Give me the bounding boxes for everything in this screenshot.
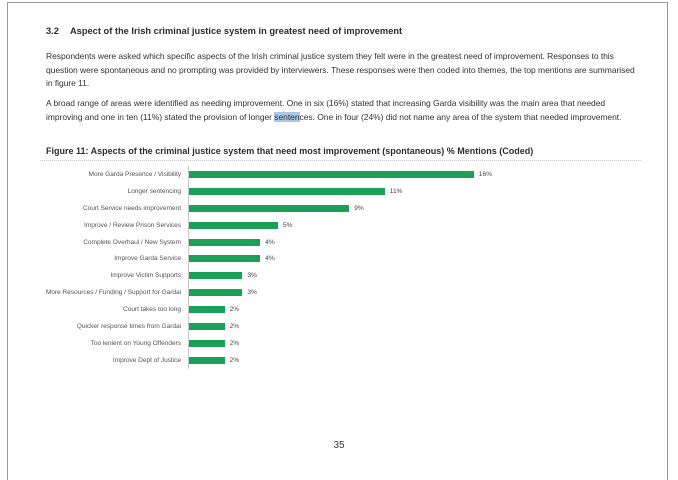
bar-value-label: 5%	[283, 221, 293, 229]
bar	[189, 357, 225, 364]
bar	[189, 340, 225, 347]
bar-category-label: Improve Dept of Justice	[112, 356, 181, 364]
section-number: 3.2	[46, 26, 59, 36]
bar-category-label: Court takes too long	[122, 306, 181, 314]
chart-row	[40, 335, 641, 352]
bar-value-label: 16%	[478, 170, 492, 178]
chart-rows	[40, 166, 641, 369]
chart-row	[40, 166, 641, 183]
bar-category-label: More Garda Presence / Visibility	[88, 170, 181, 178]
bar	[189, 289, 242, 296]
chart-row	[40, 217, 641, 234]
chart-row	[40, 234, 641, 251]
bar-area	[188, 200, 641, 217]
bar-value-label: 3%	[247, 289, 257, 297]
chart-row	[40, 352, 641, 369]
section-title: Aspect of the Irish criminal justice system in greatest need of improvement	[69, 26, 403, 36]
bar-area	[188, 250, 641, 267]
bar	[189, 323, 225, 330]
bar-category-label: Complete Overhaul / New System	[83, 238, 181, 246]
bar-value-label: 9%	[354, 204, 364, 212]
bar-area	[188, 217, 641, 234]
bar-area	[188, 234, 641, 251]
bar-value-label: 4%	[265, 255, 275, 263]
bar-area	[188, 183, 641, 200]
bar-area	[188, 301, 641, 318]
bar-value-label: 4%	[265, 238, 275, 246]
bar	[189, 239, 260, 246]
bar	[189, 171, 474, 178]
bar-area	[188, 166, 641, 183]
bar-value-label: 3%	[247, 272, 257, 280]
bar-area	[188, 352, 641, 369]
paragraph-2-text-before: A broad range of areas were identified as needing improvement. One in six (16%) stated that increasing Garda visibility was the main area that needed improving and one in ten (11%) stated the provision of longer	[46, 98, 606, 122]
chart-row	[40, 250, 641, 267]
bar-value-label: 11%	[389, 187, 403, 195]
bar-category-label: Improve / Review Prison Services	[84, 221, 181, 229]
page-number: 35	[333, 440, 345, 451]
chart-row	[40, 318, 641, 335]
chart-row	[40, 183, 641, 200]
bar	[189, 222, 278, 229]
bar-category-label: Quicker response times from Gardai	[76, 322, 181, 330]
bar	[189, 306, 225, 313]
bar-area	[188, 267, 641, 284]
bar-value-label: 2%	[229, 322, 240, 330]
chart-row	[40, 284, 641, 301]
paragraph-2	[46, 97, 642, 124]
chart-row	[40, 200, 641, 217]
bar-area	[188, 335, 641, 352]
bar-value-label: 2%	[229, 339, 240, 347]
bar-chart	[40, 160, 641, 369]
bar-category-label: Court Service needs improvement	[82, 204, 181, 212]
bar-category-label: Too lenient on Young Offenders	[90, 339, 181, 347]
bar-area	[188, 284, 641, 301]
bar-category-label: Improve Garda Service	[114, 255, 181, 263]
chart-row	[40, 301, 641, 318]
bar	[189, 255, 260, 262]
bar-category-label: Longer sentencing	[127, 187, 181, 195]
bar	[189, 272, 242, 279]
search-highlighted-text: senten	[274, 111, 300, 122]
bar-category-label: Improve Victim Supports	[110, 272, 181, 280]
paragraph-1: Respondents were asked which specific aspects of the Irish criminal justice system they felt were in the greatest need of improvement. Responses to this question were spontaneous and no prompting was provided by interviewers. These responses were then coded into themes, the top mentions are summarised in figure 11.	[46, 51, 635, 89]
bar-area	[188, 318, 641, 335]
bar	[189, 205, 349, 212]
figure-caption: Figure 11: Aspects of the criminal justice system that need most improvement (spontaneous) % Mentions (Coded)	[46, 146, 534, 156]
chart-row	[40, 267, 641, 284]
section-heading	[46, 26, 640, 36]
paragraph-2-text-after: ces. One in four (24%) did not name any area of the system that needed improvement.	[299, 111, 622, 122]
bar	[189, 188, 385, 195]
bar-value-label: 2%	[229, 306, 240, 314]
bar-category-label: More Resources / Funding / Support for Gardai	[45, 289, 181, 297]
bar-value-label: 2%	[229, 356, 240, 364]
